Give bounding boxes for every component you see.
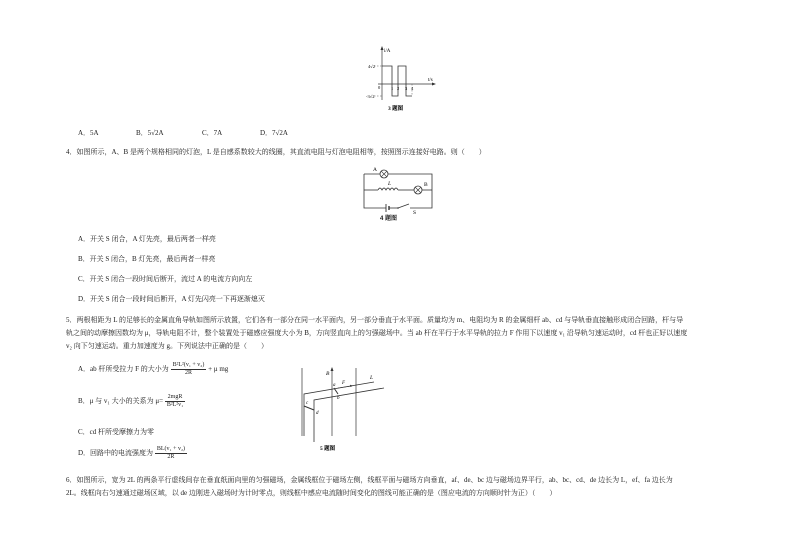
current-time-graph [360,44,440,120]
label-s: S [413,210,417,216]
q5-option-a-fraction [171,362,207,377]
t-tick-2: 2 [397,86,400,91]
q3-option-d: D．7√2A [260,129,288,137]
origin-label: 0 [378,85,381,90]
q5-option-b-numerator: 2mgR [165,394,185,402]
label-width-l: L [370,375,374,381]
q3-option-b: B．5√2A [136,129,164,137]
label-rod-c: c [306,401,309,406]
q3-option-c: C．7A [202,129,223,137]
axis-i-label: i/A [384,49,391,54]
q6-stem-line-2: 2L。线框向右匀速通过磁场区域，以 de 边刚进入磁场时为计时零点，则线框中感应电流随时间变化的图线可能正确的是（图应电流的方向顺时针为正）（ ） [66,489,557,497]
q5-option-c: C．cd 杆所受摩擦力为零 [78,428,155,436]
q5-option-d-denominator: 2R [167,454,175,460]
q5-option-d-prefix: D．回路中的电流强度为 [78,449,154,458]
figure-4-caption: 4 题图 [380,216,398,222]
q4-option-d: D．开关 S 闭合一段时间后断开，A 灯先闪亮一下再逐渐熄灭 [78,295,265,303]
switch-icon [398,204,409,208]
q5-stem-line-2: 轨之间的动摩擦因数均为 μ，导轨电阻不计，整个装置处于磁感应强度大小为 B，方向竖直向上的匀强磁场中。当 ab 杆在平行于水平导轨的拉力 F 作用下以速度 v₁ 沿导轨匀速运动时，cd 杆也正好以速度 [66,329,688,337]
q6-stem-line-1: 6．如图所示，宽为 2L 的两条平行虚线间存在垂直纸面向里的匀强磁场，金属线框位于磁场左侧，线框平面与磁场方向垂直，af、de、bc 边与磁场边界平行，ab、bc、cd、de 边长为 L，ef、fa 边长为 [66,476,673,484]
q5-option-a-denominator: 2R [184,370,192,376]
label-rod-b: b [337,396,340,401]
label-a: A [373,167,377,173]
q5-option-a-suffix: + μ mg [208,365,229,374]
tick-positive: 4√2 [368,64,375,69]
q5-option-d-fraction [155,446,187,461]
label-rod-d: d [316,411,319,416]
q5-option-b [78,394,185,409]
figure-3 [360,44,440,120]
label-force-f: F [342,381,346,386]
q5-option-d [78,446,187,461]
q5-stem-line-3: v₂ 向下匀速运动。重力加速度为 g。下列说法中正确的是（ ） [66,342,268,350]
q4-option-a: A．开关 S 闭合，A 灯先亮，最后两者一样亮 [78,235,216,243]
q5-option-b-fraction [165,394,185,409]
inductor-coil-icon [378,188,398,190]
label-b: B [424,182,428,188]
label-field-b: B [326,371,330,377]
q5-option-a [78,362,228,377]
figure-4-circuit [360,164,436,220]
q5-option-a-numerator: B²L²(v₁ + v₂) [172,362,205,368]
figure-5-rails [290,364,386,454]
label-l: L [388,181,392,187]
q4-stem: 4．如图所示，A、B 是两个规格相同的灯泡，L 是自感系数较大的线圈，其直流电阻与灯泡电阻相等，按照图示连接好电路。则（ ） [66,148,486,156]
figure-5-caption: 5 题图 [320,446,336,452]
q5-option-a-prefix: A．ab 杆所受拉力 F 的大小为 [78,365,169,374]
tick-negative: -3√2 [366,94,375,99]
axis-t-label: t/s [428,78,433,83]
q5-stem-line-1: 5．两根相距为 L 的足够长的金属直角导轨如图所示放置，它们各有一部分在同一水平面内，另一部分垂直于水平面。质量均为 m、电阻均为 R 的金属细杆 ab、cd 与导轨垂直接触形成闭合回路，杆与导 [66,316,684,324]
t-tick-3: 3 [405,86,408,91]
q5-option-d-numerator: BL(v₁ + v₂) [156,446,186,452]
q4-option-b: B．开关 S 闭合，B 灯先亮，最后两者一样亮 [78,255,216,263]
q5-option-b-prefix: B．μ 与 v₁ 大小的关系为 μ= [78,397,164,406]
label-rod-a: a [333,383,336,388]
q3-option-a: A．5A [78,129,99,137]
q5-option-b-denominator: B²L²v₁ [166,402,184,408]
q4-option-c: C．开关 S 闭合一段时间后断开，流过 A 的电流方向向左 [78,275,253,283]
figure-3-caption: 3 题图 [388,106,404,112]
t-tick-1: 1 [391,86,394,91]
t-tick-4: 4 [411,86,414,91]
